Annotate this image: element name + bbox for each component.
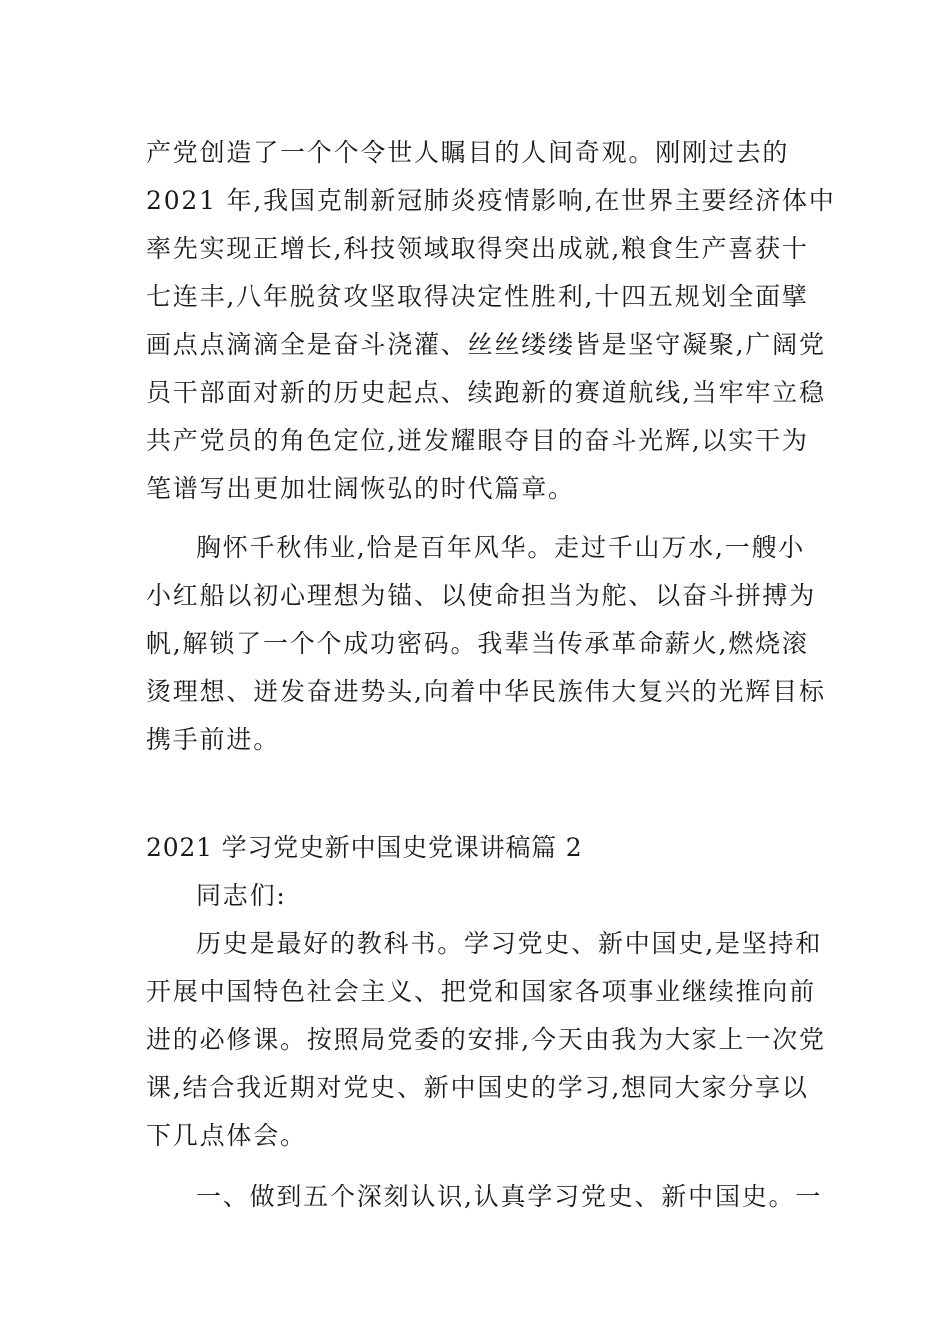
paragraph-2-line-5: 携手前进。: [146, 725, 281, 754]
paragraph-1-line-6: 员干部面对新的历史起点、续跑新的赛道航线,当牢牢立稳: [146, 378, 826, 407]
paragraph-3-line-3: 进的必修课。按照局党委的安排,今天由我为大家上一次党: [146, 1025, 826, 1054]
paragraph-3-line-4: 课,结合我近期对党史、新中国史的学习,想同大家分享以: [146, 1073, 809, 1102]
paragraph-2-line-1: 胸怀千秋伟业,恰是百年风华。走过千山万水,一艘小: [196, 533, 806, 562]
paragraph-3-line-1: 历史是最好的教科书。学习党史、新中国史,是坚持和: [196, 929, 823, 958]
salutation: 同志们:: [196, 881, 287, 910]
paragraph-1-line-3: 率先实现正增长,科技领域取得突出成就,粮食生产喜获十: [146, 234, 809, 263]
paragraph-2-line-3: 帆,解锁了一个个成功密码。我辈当传承革命薪火,燃烧滚: [146, 629, 809, 658]
paragraph-3-line-2: 开展中国特色社会主义、把党和国家各项事业继续推向前: [146, 977, 817, 1006]
paragraph-3-line-5: 下几点体会。: [146, 1121, 307, 1150]
paragraph-1-line-1: 产党创造了一个个令世人瞩目的人间奇观。刚刚过去的: [146, 138, 790, 167]
paragraph-1-line-5: 画点点滴滴全是奋斗浇灌、丝丝缕缕皆是坚守凝聚,广阔党: [146, 330, 826, 359]
paragraph-1-line-7: 共产党员的角色定位,迸发耀眼夺目的奋斗光辉,以实干为: [146, 426, 809, 455]
paragraph-1-line-2: 2021 年,我国克制新冠肺炎疫情影响,在世界主要经济体中: [146, 186, 836, 215]
paragraph-1-line-8: 笔谱写出更加壮阔恢弘的时代篇章。: [146, 474, 575, 503]
paragraph-4-line-1: 一、做到五个深刻认识,认真学习党史、新中国史。一: [196, 1182, 823, 1211]
section-heading: 2021 学习党史新中国史党课讲稿篇 2: [146, 833, 583, 862]
paragraph-1-line-4: 七连丰,八年脱贫攻坚取得决定性胜利,十四五规划全面擘: [146, 282, 809, 311]
paragraph-2-line-4: 烫理想、迸发奋进势头,向着中华民族伟大复兴的光辉目标: [146, 677, 826, 706]
paragraph-2-line-2: 小红船以初心理想为锚、以使命担当为舵、以奋斗拼搏为: [146, 581, 817, 610]
